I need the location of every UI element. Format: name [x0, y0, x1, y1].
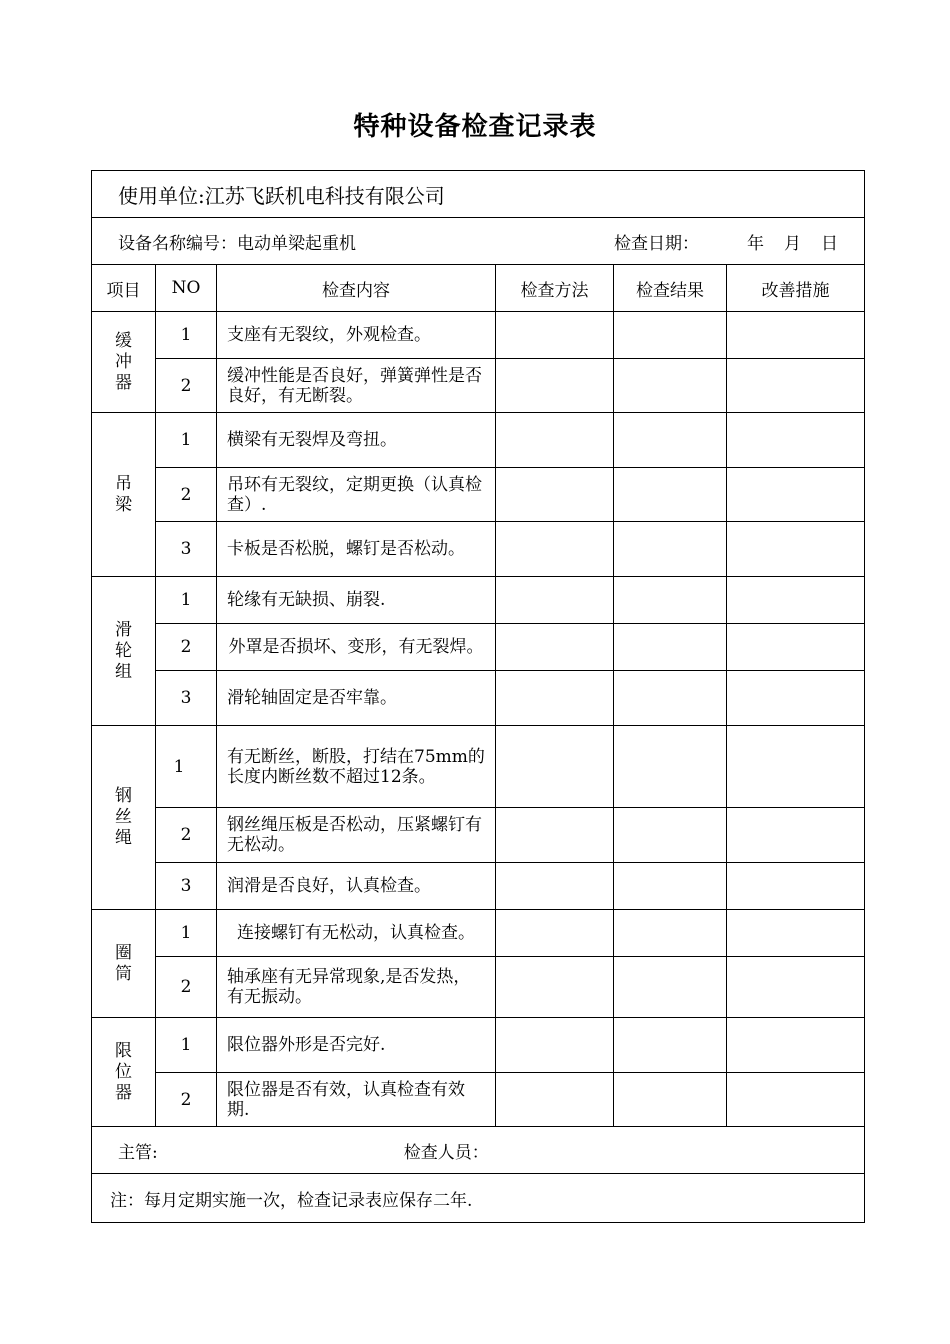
unit-label: 使用单位: — [118, 183, 205, 208]
result-cell[interactable] — [614, 910, 727, 957]
footer-note: 注：每月定期实施一次，检查记录表应保存二年. — [92, 1174, 865, 1223]
row-content: 支座有无裂纹，外观检查。 — [217, 312, 496, 359]
result-cell[interactable] — [614, 413, 727, 468]
table-row — [92, 468, 865, 522]
row-content: 外罩是否损坏、变形，有无裂焊。 — [217, 624, 496, 671]
table-row — [92, 726, 865, 808]
method-cell[interactable] — [496, 577, 614, 624]
unit-value: 江苏飞跃机电科技有限公司 — [204, 183, 445, 208]
method-cell[interactable] — [496, 359, 614, 413]
row-content: 限位器外形是否完好. — [217, 1018, 496, 1073]
page-title: 特种设备检查记录表 — [353, 112, 597, 142]
inspection-table — [91, 170, 865, 1223]
measures-cell[interactable] — [727, 1073, 865, 1127]
method-cell[interactable] — [496, 624, 614, 671]
row-no: 2 — [156, 468, 217, 522]
method-cell[interactable] — [496, 522, 614, 577]
row-no: 1 — [156, 312, 217, 359]
signature-row — [92, 1127, 865, 1174]
table-row — [92, 577, 865, 624]
result-cell[interactable] — [614, 468, 727, 522]
table-row — [92, 671, 865, 726]
row-content: 吊环有无裂纹，定期更换（认真检查）. — [217, 468, 496, 522]
result-cell[interactable] — [614, 624, 727, 671]
row-content: 连接螺钉有无松动，认真检查。 — [217, 910, 496, 957]
result-cell[interactable] — [614, 957, 727, 1018]
measures-cell[interactable] — [727, 413, 865, 468]
row-no: 2 — [156, 359, 217, 413]
row-no: 1 — [156, 910, 217, 957]
measures-cell[interactable] — [727, 726, 865, 808]
measures-cell[interactable] — [727, 808, 865, 863]
category-cell: 钢丝绳 — [92, 726, 156, 910]
col-method: 检查方法 — [496, 265, 614, 312]
table-row — [92, 1073, 865, 1127]
table-row — [92, 863, 865, 910]
measures-cell[interactable] — [727, 577, 865, 624]
row-no: 1 — [156, 413, 217, 468]
result-cell[interactable] — [614, 1018, 727, 1073]
method-cell[interactable] — [496, 1073, 614, 1127]
row-no: 2 — [156, 624, 217, 671]
category-cell: 吊梁 — [92, 413, 156, 577]
table-row — [92, 413, 865, 468]
category-cell: 圈筒 — [92, 910, 156, 1018]
col-measures: 改善措施 — [727, 265, 865, 312]
row-content: 缓冲性能是否良好，弹簧弹性是否良好，有无断裂。 — [217, 359, 496, 413]
col-content: 检查内容 — [217, 265, 496, 312]
supervisor-label: 主管: — [118, 1142, 158, 1163]
result-cell[interactable] — [614, 1073, 727, 1127]
measures-cell[interactable] — [727, 359, 865, 413]
method-cell[interactable] — [496, 910, 614, 957]
row-content: 润滑是否良好，认真检查。 — [217, 863, 496, 910]
measures-cell[interactable] — [727, 312, 865, 359]
measures-cell[interactable] — [727, 957, 865, 1018]
row-no: 3 — [156, 671, 217, 726]
category-cell: 缓冲器 — [92, 312, 156, 413]
result-cell[interactable] — [614, 359, 727, 413]
table-row — [92, 910, 865, 957]
row-no: 3 — [156, 863, 217, 910]
unit-row — [92, 171, 865, 218]
row-content: 轮缘有无缺损、崩裂. — [217, 577, 496, 624]
result-cell[interactable] — [614, 726, 727, 808]
inspector-label: 检查人员： — [403, 1142, 489, 1163]
equipment-label: 设备名称编号： — [118, 233, 237, 254]
row-no: 1 — [156, 726, 217, 808]
row-content: 有无断丝，断股，打结在75mm的长度内断丝数不超过12条。 — [217, 726, 496, 808]
method-cell[interactable] — [496, 671, 614, 726]
row-no: 1 — [156, 1018, 217, 1073]
inspection-date — [614, 229, 864, 254]
column-header-row — [92, 265, 865, 312]
method-cell[interactable] — [496, 1018, 614, 1073]
row-content: 轴承座有无异常现象,是否发热，有无振动。 — [217, 957, 496, 1018]
row-no: 2 — [156, 808, 217, 863]
table-row — [92, 808, 865, 863]
measures-cell[interactable] — [727, 522, 865, 577]
category-cell: 限位器 — [92, 1018, 156, 1127]
result-cell[interactable] — [614, 577, 727, 624]
table-row — [92, 359, 865, 413]
row-no: 1 — [156, 577, 217, 624]
method-cell[interactable] — [496, 726, 614, 808]
year-label: 年 — [747, 233, 765, 254]
measures-cell[interactable] — [727, 671, 865, 726]
measures-cell[interactable] — [727, 910, 865, 957]
result-cell[interactable] — [614, 522, 727, 577]
row-no: 2 — [156, 957, 217, 1018]
method-cell[interactable] — [496, 413, 614, 468]
table-row — [92, 522, 865, 577]
measures-cell[interactable] — [727, 863, 865, 910]
measures-cell[interactable] — [727, 624, 865, 671]
row-content: 横梁有无裂焊及弯扭。 — [217, 413, 496, 468]
method-cell[interactable] — [496, 312, 614, 359]
row-no: 3 — [156, 522, 217, 577]
month-label: 月 — [784, 233, 802, 254]
method-cell[interactable] — [496, 808, 614, 863]
col-item: 项目 — [92, 265, 156, 312]
result-cell[interactable] — [614, 808, 727, 863]
row-content: 钢丝绳压板是否松动，压紧螺钉有无松动。 — [217, 808, 496, 863]
measures-cell[interactable] — [727, 468, 865, 522]
col-no: NO — [156, 265, 217, 312]
category-cell: 滑轮组 — [92, 577, 156, 726]
table-row — [92, 957, 865, 1018]
table-row — [92, 1018, 865, 1073]
result-cell[interactable] — [614, 312, 727, 359]
day-label: 日 — [821, 233, 839, 254]
row-content: 滑轮轴固定是否牢靠。 — [217, 671, 496, 726]
measures-cell[interactable] — [727, 1018, 865, 1073]
row-content: 限位器是否有效，认真检查有效期. — [217, 1073, 496, 1127]
col-result: 检查结果 — [614, 265, 727, 312]
method-cell[interactable] — [496, 863, 614, 910]
equipment-value: 电动单梁起重机 — [237, 233, 356, 254]
row-content: 卡板是否松脱，螺钉是否松动。 — [217, 522, 496, 577]
note-row — [92, 1174, 865, 1223]
row-no: 2 — [156, 1073, 217, 1127]
result-cell[interactable] — [614, 863, 727, 910]
table-row — [92, 312, 865, 359]
result-cell[interactable] — [614, 671, 727, 726]
table-row — [92, 624, 865, 671]
date-label: 检查日期： — [614, 233, 700, 254]
method-cell[interactable] — [496, 957, 614, 1018]
equipment-row — [92, 218, 865, 265]
method-cell[interactable] — [496, 468, 614, 522]
